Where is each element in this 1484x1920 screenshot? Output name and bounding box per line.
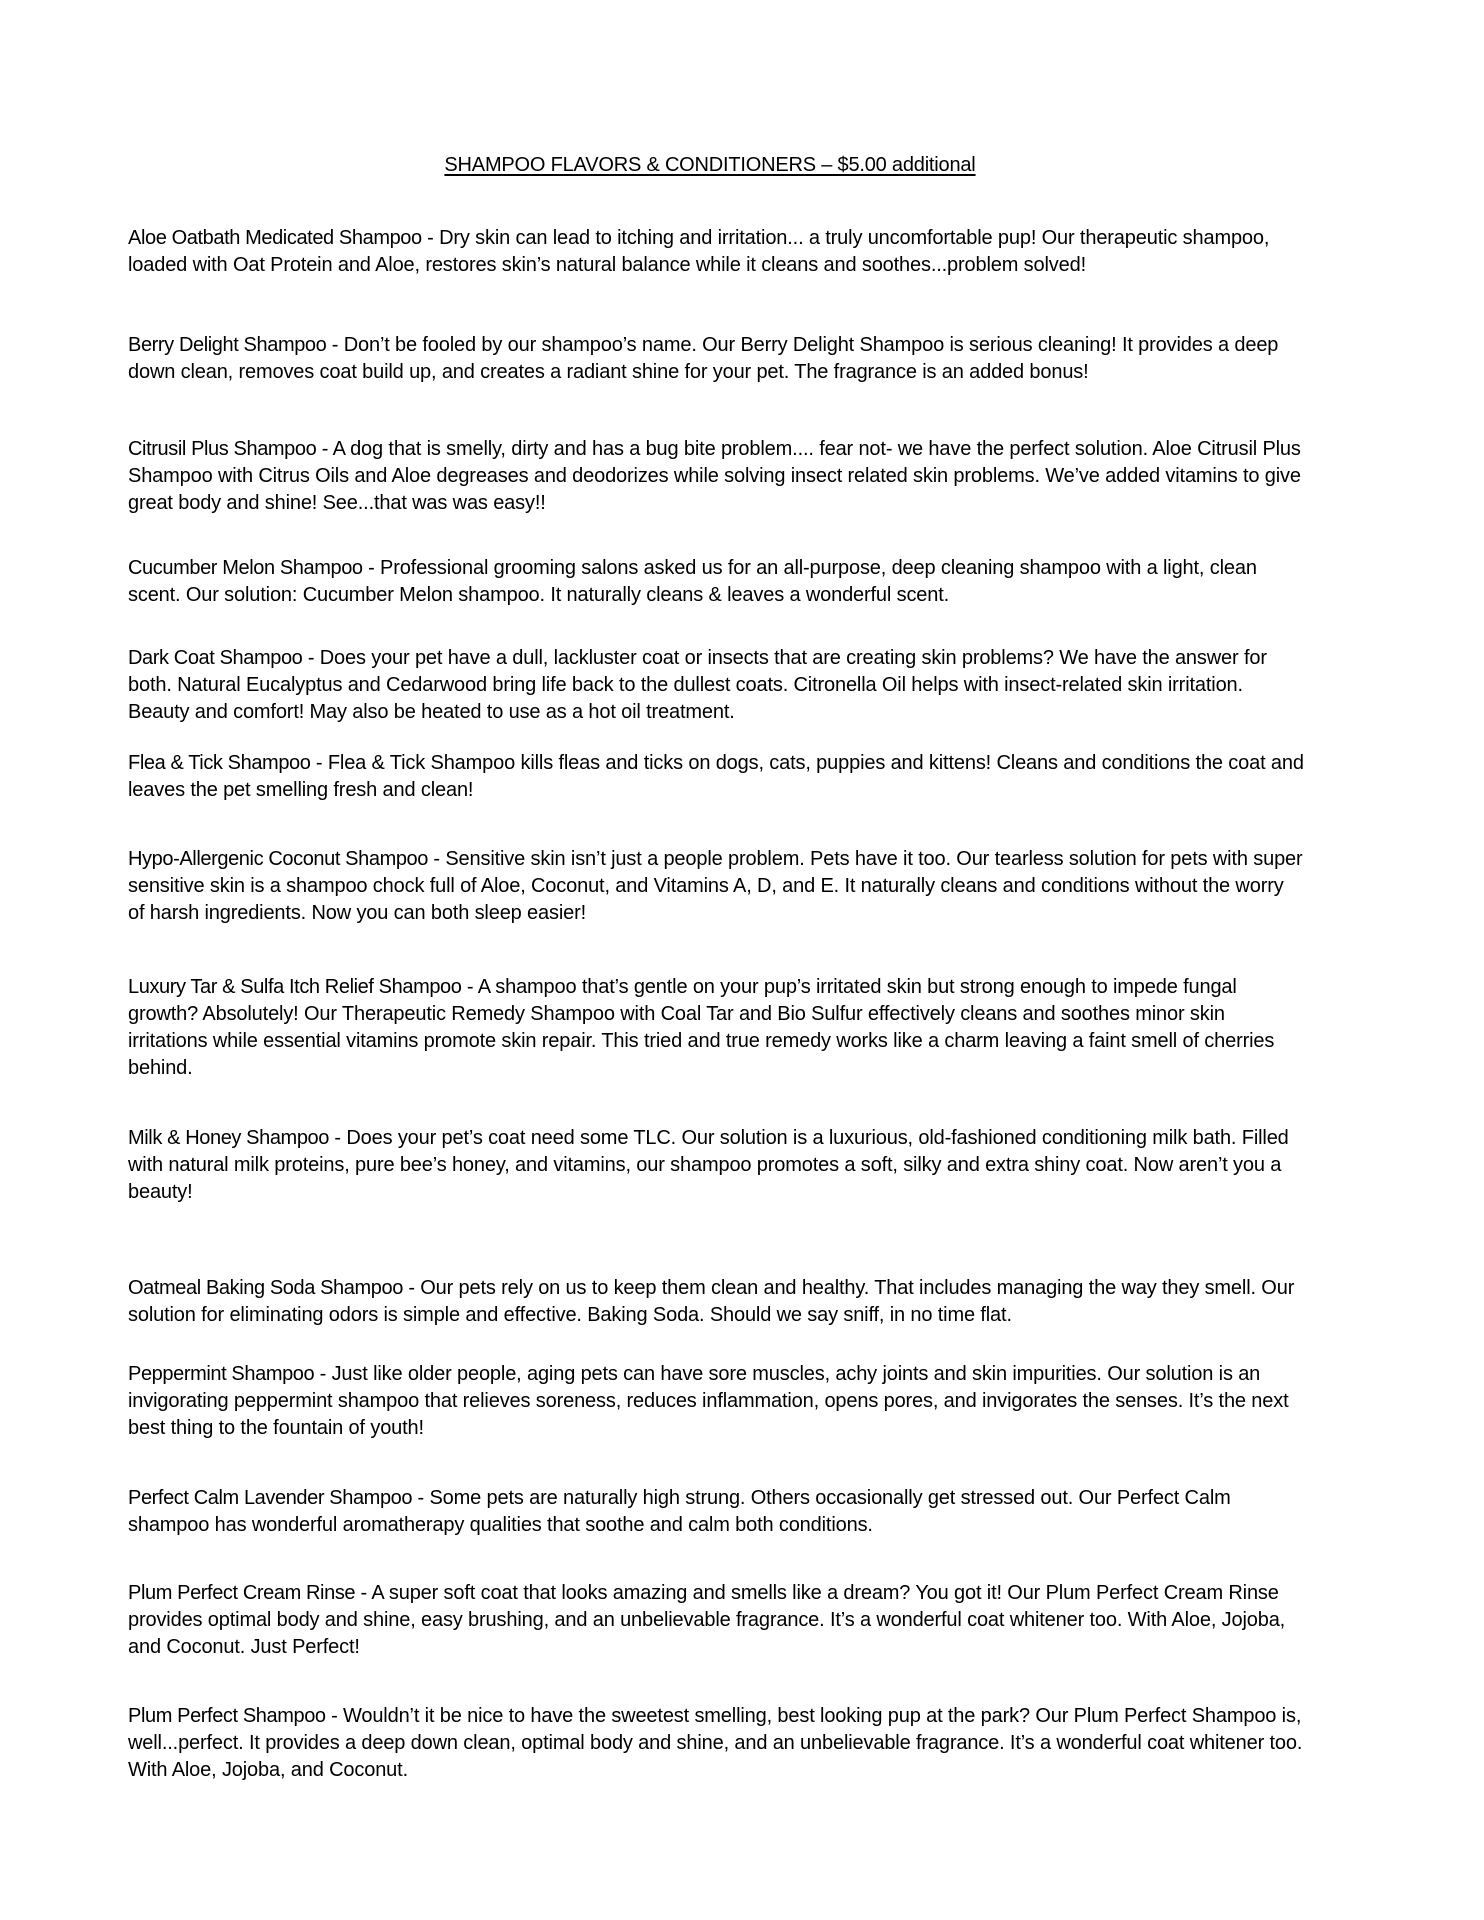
product-description: Our pets rely on us to keep them clean and healthy. That includes managing the way they smell. Our solution for eliminating odors is simple and effective. Baking Soda. Should we say sniff, in no time flat. xyxy=(128,1277,1295,1326)
product-name: Citrusil Plus Shampoo xyxy=(128,438,317,460)
product-entry-plum-perfect-shampoo xyxy=(128,1703,1304,1784)
separator: - xyxy=(421,227,440,249)
product-description: A super soft coat that looks amazing and smells like a dream? You got it! Our Plum Perfect Cream Rinse provides optimal body and shine, easy brushing, and an unbelievable fragrance. It’s a wonderful coat whitener too. With Aloe, Jojoba, and Coconut. Just Perfect! xyxy=(128,1582,1286,1658)
product-description: Just like older people, aging pets can have sore muscles, achy joints and skin impurities. Our solution is an invigorating peppermint shampoo that relieves soreness, reduces inflammation, opens pores, and invigorates the senses. It’s the next best thing to the fountain of youth! xyxy=(128,1363,1289,1439)
product-description: A dog that is smelly, dirty and has a bug bite problem.... fear not- we have the perfect solution. Aloe Citrusil Plus Shampoo with Citrus Oils and Aloe degreases and deodorizes while solving insect related skin problems. We’ve added vitamins to give great body and shine! See...that was was easy!! xyxy=(128,438,1301,514)
separator: - xyxy=(325,1705,343,1727)
product-name: Plum Perfect Cream Rinse xyxy=(128,1582,356,1604)
product-name: Dark Coat Shampoo xyxy=(128,647,303,669)
separator: - xyxy=(402,1277,421,1299)
product-name: Oatmeal Baking Soda Shampoo xyxy=(128,1277,403,1299)
product-description: Does your pet’s coat need some TLC. Our solution is a luxurious, old-fashioned conditioning milk bath. Filled with natural milk proteins, pure bee’s honey, and vitamins, our shampoo promotes a soft, silky and extra shiny coat. Now aren’t you a beauty! xyxy=(128,1127,1289,1203)
product-entry-aloe-oatbath xyxy=(128,225,1304,279)
separator: - xyxy=(310,752,328,774)
product-description: A shampoo that’s gentle on your pup’s irritated skin but strong enough to impede fungal growth? Absolutely! Our Therapeutic Remedy Shampoo with Coal Tar and Bio Sulfur effectively cleans and soothes minor skin irritations while essential vitamins promote skin repair. This tried and true remedy works like a charm leaving a faint smell of cherries behind. xyxy=(128,976,1275,1079)
separator: - xyxy=(316,438,333,460)
product-name: Hypo-Allergenic Coconut Shampoo xyxy=(128,848,428,870)
product-entry-berry-delight xyxy=(128,332,1304,386)
product-entry-perfect-calm-lavender xyxy=(128,1485,1304,1539)
separator: - xyxy=(428,848,446,870)
product-description: Sensitive skin isn’t just a people problem. Pets have it too. Our tearless solution for pets with super sensitive skin is a shampoo chock full of Aloe, Coconut, and Vitamins A, D, and E. It naturally cleans and conditions without the worry of harsh ingredients. Now you can both sleep easier! xyxy=(128,848,1303,924)
page-title: SHAMPOO FLAVORS & CONDITIONERS – $5.00 additional xyxy=(444,154,976,176)
product-name: Aloe Oatbath Medicated Shampoo xyxy=(128,227,422,249)
product-name: Cucumber Melon Shampoo xyxy=(128,557,363,579)
separator: - xyxy=(412,1487,430,1509)
product-description: Don’t be fooled by our shampoo’s name. Our Berry Delight Shampoo is serious cleaning! It provides a deep down clean, removes coat build up, and creates a radiant shine for your pet. The fragrance is an added bonus! xyxy=(128,334,1279,383)
separator: - xyxy=(362,557,380,579)
product-description: Some pets are naturally high strung. Others occasionally get stressed out. Our Perfect Calm shampoo has wonderful aromatherapy qualities that soothe and calm both conditions. xyxy=(128,1487,1231,1536)
product-entry-oatmeal-baking-soda xyxy=(128,1275,1304,1329)
product-entry-milk-honey xyxy=(128,1125,1304,1206)
product-entry-dark-coat xyxy=(128,645,1304,726)
product-description: Does your pet have a dull, lackluster coat or insects that are creating skin problems? We have the answer for both. Natural Eucalyptus and Cedarwood bring life back to the dullest coats. Citronella Oil helps with insect-related skin irritation. Beauty and comfort! May also be heated to use as a hot oil treatment. xyxy=(128,647,1267,723)
product-entry-cucumber-melon xyxy=(128,555,1304,609)
product-entry-plum-perfect-cream-rinse xyxy=(128,1580,1304,1661)
separator: - xyxy=(302,647,320,669)
product-description: Flea & Tick Shampoo kills fleas and ticks on dogs, cats, puppies and kittens! Cleans and conditions the coat and leaves the pet smelling fresh and clean! xyxy=(128,752,1304,801)
product-name: Flea & Tick Shampoo xyxy=(128,752,311,774)
product-entry-citrusil-plus xyxy=(128,436,1304,517)
product-name: Perfect Calm Lavender Shampoo xyxy=(128,1487,413,1509)
separator: - xyxy=(329,1127,347,1149)
product-entry-hypo-allergenic-coconut xyxy=(128,846,1304,927)
separator: - xyxy=(355,1582,372,1604)
product-name: Berry Delight Shampoo xyxy=(128,334,327,356)
product-description: Professional grooming salons asked us for an all-purpose, deep cleaning shampoo with a light, clean scent. Our solution: Cucumber Melon shampoo. It naturally cleans & leaves a wonderful scent. xyxy=(128,557,1257,606)
product-entry-luxury-tar-sulfa xyxy=(128,974,1304,1082)
product-name: Luxury Tar & Sulfa Itch Relief Shampoo xyxy=(128,976,462,998)
product-description: Wouldn’t it be nice to have the sweetest smelling, best looking pup at the park? Our Plum Perfect Shampoo is, well...perfect. It provides a deep down clean, optimal body and shine, and an unbelievable fragrance. It’s a wonderful coat whitener too. With Aloe, Jojoba, and Coconut. xyxy=(128,1705,1303,1781)
product-name: Plum Perfect Shampoo xyxy=(128,1705,326,1727)
product-name: Milk & Honey Shampoo xyxy=(128,1127,329,1149)
separator: - xyxy=(326,334,344,356)
product-entry-flea-tick xyxy=(128,750,1304,804)
product-entry-peppermint xyxy=(128,1361,1304,1442)
separator: - xyxy=(461,976,478,998)
separator: - xyxy=(314,1363,332,1385)
product-description: Dry skin can lead to itching and irritation... a truly uncomfortable pup! Our therapeutic shampoo, loaded with Oat Protein and Aloe, restores skin’s natural balance while it cleans and soothes...problem solved! xyxy=(128,227,1270,276)
product-name: Peppermint Shampoo xyxy=(128,1363,315,1385)
